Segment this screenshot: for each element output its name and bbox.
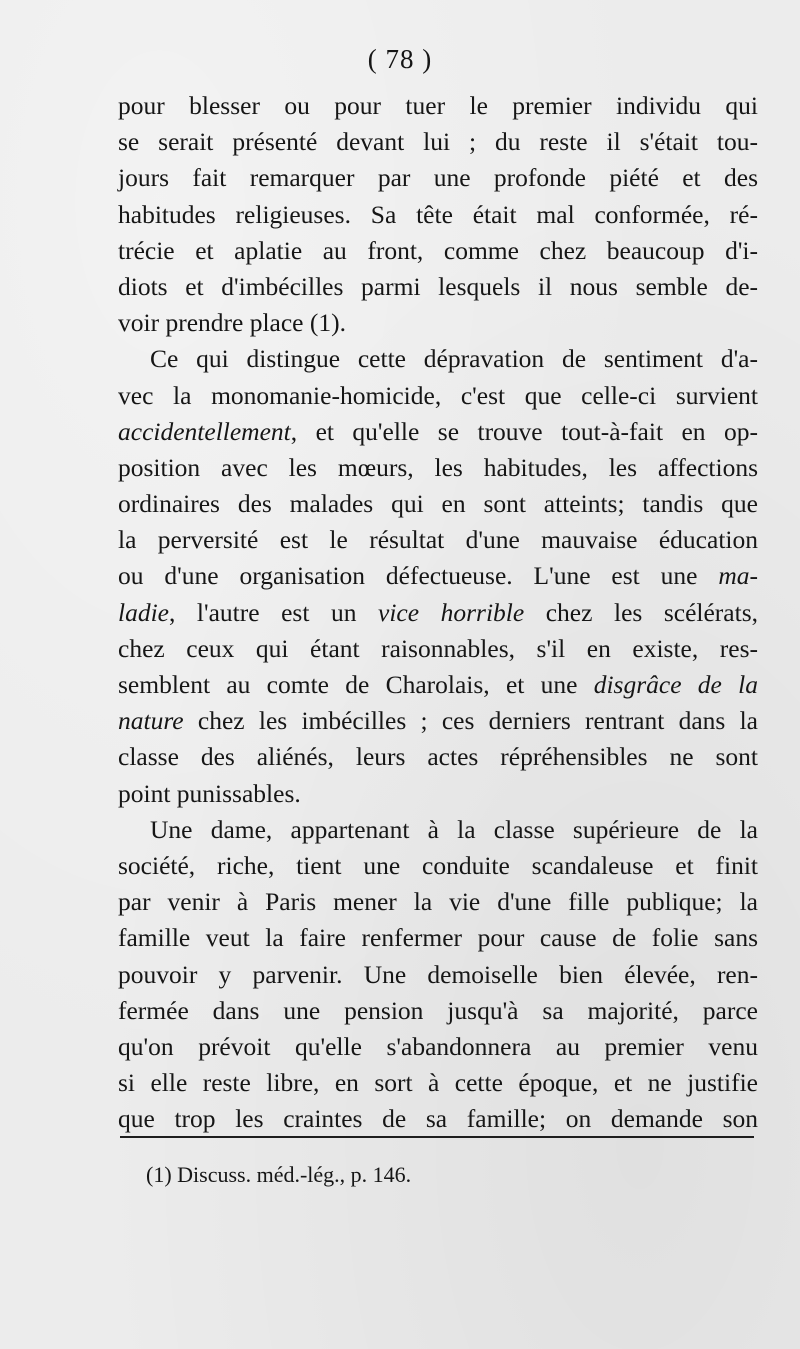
text-line: que trop les craintes de sa famille; on demande son [118, 1104, 758, 1134]
text-line: société, riche, tient une conduite scandaleuse et finit [118, 850, 758, 880]
text-line: jours fait remarquer par une profonde piété et des [118, 163, 758, 193]
text-line: trécie et aplatie au front, comme chez beaucoup d'i- [118, 235, 758, 265]
italic-text: disgrâce de la [593, 670, 758, 699]
text-line: pouvoir y parvenir. Une demoiselle bien élevée, ren- [118, 959, 758, 989]
text-line: voir prendre place (1). [118, 308, 346, 338]
text-line: se serait présenté devant lui ; du reste il s'était tou- [118, 127, 758, 157]
italic-text: nature [118, 706, 184, 736]
text-line: pour blesser ou pour tuer le premier individu qui [118, 91, 758, 120]
page-body-text [118, 88, 758, 1137]
text-line: ladie, l'autre est un vice horrible chez les scélérats, [118, 597, 759, 627]
footnote-rule [120, 1136, 754, 1138]
text-line: vec la monomanie-homicide, c'est que celle-ci survient [118, 380, 758, 410]
text-line: fermée dans une pension jusqu'à sa majorité, parce [118, 995, 758, 1025]
text-line: diots et d'imbécilles parmi lesquels il nous semble de- [118, 271, 758, 301]
text-line: point punissables. [118, 778, 301, 808]
footnote: (1) Discuss. méd.-lég., p. 146. [146, 1162, 412, 1187]
text-line: si elle reste libre, en sort à cette époque, et ne justifie [118, 1068, 758, 1098]
text-line: chez ceux qui étant raisonnables, s'il en existe, res- [118, 633, 758, 663]
text-line: semblent au comte de Charolais, et une disgrâce de la [118, 670, 758, 699]
italic-text: ladie [118, 597, 169, 627]
text-line: qu'on prévoit qu'elle s'abandonnera au premier venu [118, 1031, 758, 1061]
italic-text: vice horrible [378, 597, 525, 627]
text-line: accidentellement, et qu'elle se trouve tout-à-fait en op- [118, 416, 758, 446]
italic-text: accidentellement [118, 416, 291, 446]
text-line: habitudes religieuses. Sa tête était mal conformée, ré- [118, 199, 758, 229]
paragraph-start-line: Ce qui distingue cette dépravation de sentiment d'a- [150, 344, 758, 374]
page-number: ( 78 ) [367, 44, 433, 74]
text-line: position avec les mœurs, les habitudes, les affections [118, 452, 758, 482]
text-line: par venir à Paris mener la vie d'une fille publique; la [118, 887, 758, 917]
italic-text: ma- [718, 561, 758, 591]
text-line: la perversité est le résultat d'une mauvaise éducation [118, 525, 758, 555]
text-line: famille veut la faire renfermer pour cause de folie sans [118, 923, 758, 953]
text-line: nature chez les imbécilles ; ces derniers rentrant dans la [118, 706, 758, 736]
text-line: ou d'une organisation défectueuse. L'une est une ma- [118, 561, 758, 591]
text-line: ordinaires des malades qui en sont atteints; tandis que [118, 489, 758, 519]
text-line: classe des aliénés, leurs actes répréhensibles ne sont [118, 742, 758, 772]
paragraph-start-line: Une dame, appartenant à la classe supérieure de la [150, 814, 758, 844]
